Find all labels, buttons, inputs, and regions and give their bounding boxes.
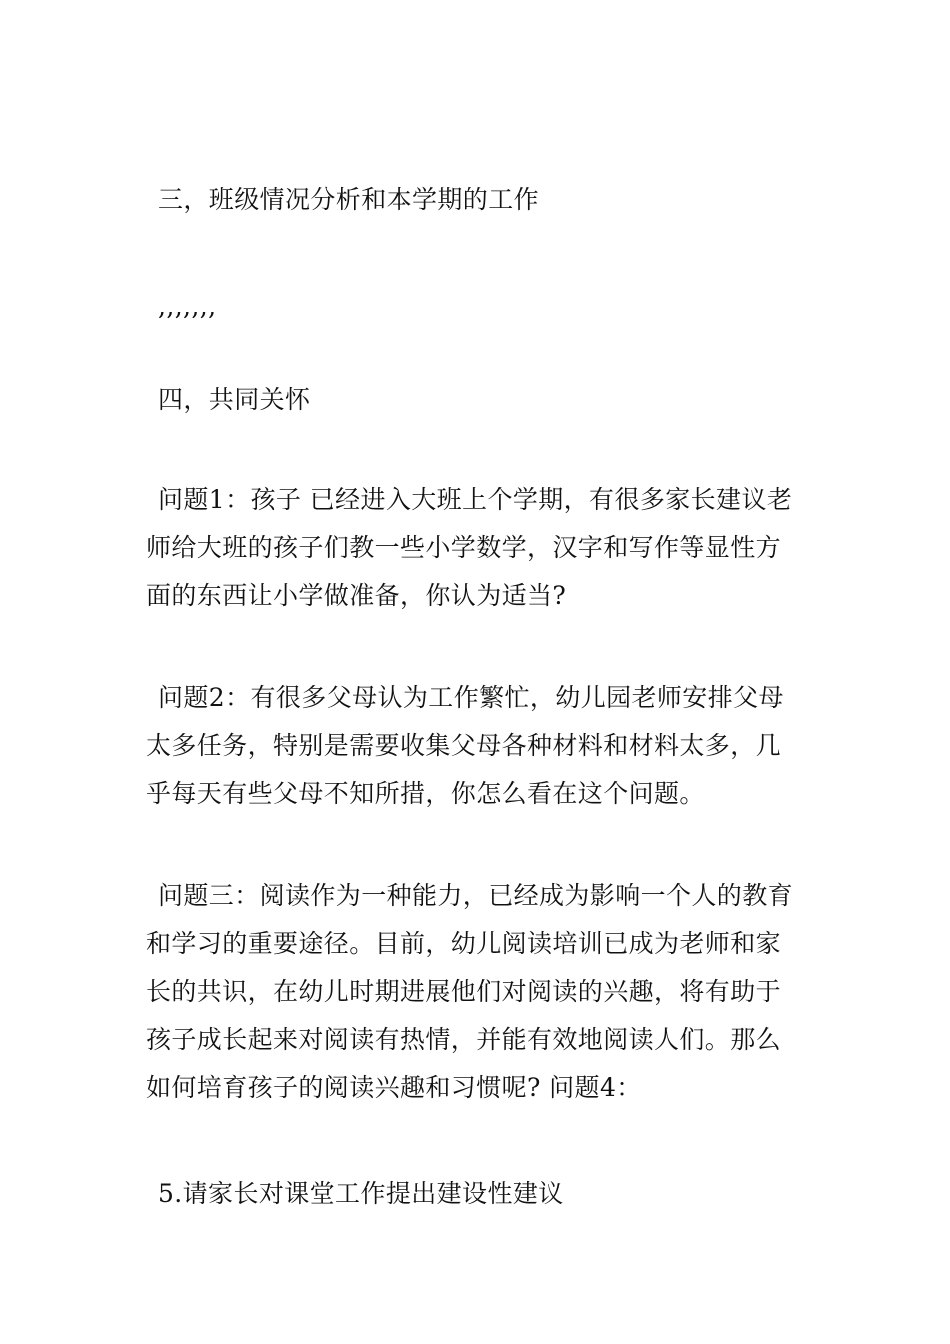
question-2-paragraph [146,674,806,818]
question-3-line-1: 问题三：阅读作为一种能力，已经成为影响一个人的教育 [158,881,794,910]
question-3-line-5: 如何培育孩子的阅读兴趣和习惯呢? 问题4： [146,1073,642,1102]
commas-line [146,283,806,331]
question-3-line-2: 和学习的重要途径。目前，幼儿阅读培训已成为老师和家 [146,929,782,958]
question-1-line-1: 问题1：孩子 已经进入大班上个学期，有很多家长建议老 [158,485,793,514]
question-1-paragraph [146,476,806,620]
question-3-line-3: 长的共识，在幼儿时期进展他们对阅读的兴趣，将有助于 [146,977,782,1006]
section-4-heading-text: 四，共同关怀 [158,385,311,414]
section-3-heading-text: 三，班级情况分析和本学期的工作 [158,185,540,214]
item-5-paragraph [146,1170,806,1218]
section-4-heading [146,376,806,424]
question-2-line-1: 问题2：有很多父母认为工作繁忙，幼儿园老师安排父母 [158,683,784,712]
commas-line-text: ,,,,,,, [158,292,217,321]
question-2-line-2: 太多任务，特别是需要收集父母各种材料和材料太多，几 [146,731,782,760]
question-1-line-2: 师给大班的孩子们教一些小学数学，汉字和写作等显性方 [146,533,782,562]
question-2-line-3: 乎每天有些父母不知所措，你怎么看在这个问题。 [146,779,705,808]
question-3-paragraph [146,872,806,1112]
question-3-line-4: 孩子成长起来对阅读有热情，并能有效地阅读人们。那么 [146,1025,782,1054]
question-1-line-3: 面的东西让小学做准备，你认为适当? [146,581,567,610]
section-3-heading [146,176,806,224]
item-5-text: 5.请家长对课堂工作提出建设性建议 [158,1179,564,1208]
